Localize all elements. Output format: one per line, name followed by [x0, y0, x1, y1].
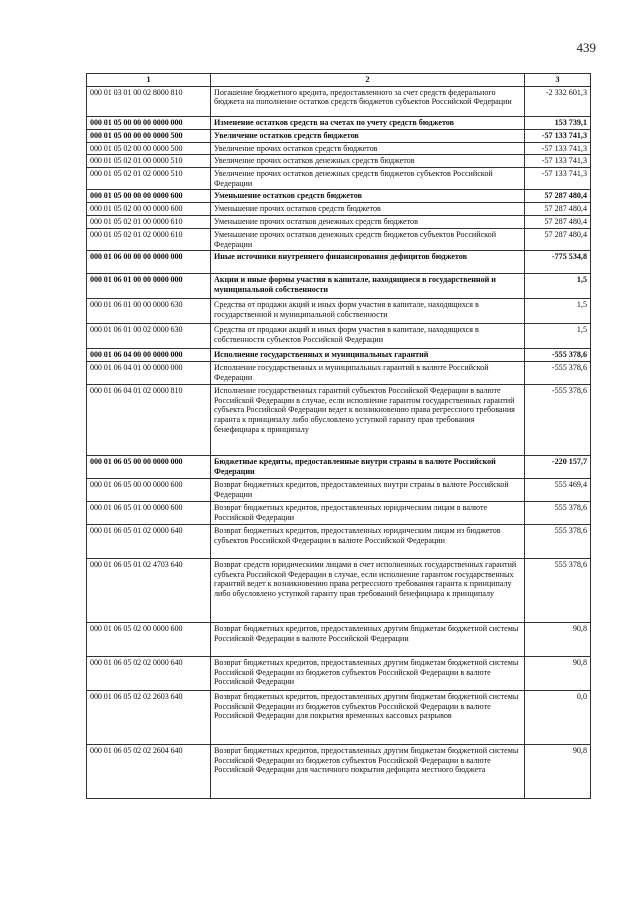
code-cell: 000 01 06 01 00 00 0000 000: [87, 274, 211, 299]
code-cell: 000 01 05 02 01 00 0000 510: [87, 155, 211, 168]
name-cell: Возврат бюджетных кредитов, предоставленных другим бюджетам бюджетной системы Российской Федерации в валюте Российской Федерации: [211, 623, 525, 657]
value-cell: 555 378,6: [525, 525, 591, 559]
table-row: [87, 349, 591, 362]
value-cell: 1,5: [525, 299, 591, 324]
code-cell: 000 01 03 01 00 02 8000 810: [87, 86, 211, 116]
table-row: [87, 745, 591, 799]
code-cell: 000 01 06 05 02 02 2603 640: [87, 691, 211, 745]
table-row: [87, 155, 591, 168]
table-row: [87, 203, 591, 216]
table-row: [87, 228, 591, 250]
value-cell: -57 133 741,3: [525, 155, 591, 168]
value-cell: 555 378,6: [525, 559, 591, 623]
code-cell: 000 01 05 02 00 00 0000 500: [87, 142, 211, 155]
name-cell: Иные источники внутреннего финансирования дефицитов бюджетов: [211, 251, 525, 274]
table-row: [87, 215, 591, 228]
code-cell: 000 01 06 04 01 00 0000 000: [87, 362, 211, 385]
name-cell: Изменение остатков средств на счетах по учету средств бюджетов: [211, 116, 525, 129]
table-row: [87, 116, 591, 129]
code-cell: 000 01 06 01 00 02 0000 630: [87, 324, 211, 349]
name-cell: Возврат бюджетных кредитов, предоставленных другим бюджетам бюджетной системы Российской Федерации из бюджетов субъектов Российской Федерации в валюте Российской Федерации для частичного покрытия дефицита местного бюджета: [211, 745, 525, 799]
value-cell: -2 332 601,3: [525, 86, 591, 116]
table-row: [87, 657, 591, 691]
value-cell: 0,0: [525, 691, 591, 745]
code-cell: 000 01 06 05 02 00 0000 600: [87, 623, 211, 657]
name-cell: Исполнение государственных и муниципальных гарантий: [211, 349, 525, 362]
name-cell: Уменьшение остатков средств бюджетов: [211, 190, 525, 203]
value-cell: 90,8: [525, 623, 591, 657]
name-cell: Средства от продажи акций и иных форм участия в капитале, находящихся в собственности субъектов Российской Федерации: [211, 324, 525, 349]
name-cell: Возврат бюджетных кредитов, предоставленных другим бюджетам бюджетной системы Российской Федерации из бюджетов субъектов Российской Федерации в валюте Российской Федерации: [211, 657, 525, 691]
value-cell: 90,8: [525, 657, 591, 691]
table-row: [87, 502, 591, 525]
value-cell: -555 378,6: [525, 349, 591, 362]
value-cell: 57 287 480,4: [525, 215, 591, 228]
code-cell: 000 01 06 01 00 00 0000 630: [87, 299, 211, 324]
name-cell: Уменьшение прочих остатков денежных средств бюджетов: [211, 215, 525, 228]
value-cell: -57 133 741,3: [525, 168, 591, 190]
name-cell: Возврат бюджетных кредитов, предоставленных юридическим лицам из бюджетов субъектов Российской Федерации в валюте Российской Федерации: [211, 525, 525, 559]
code-cell: 000 01 05 02 00 00 0000 600: [87, 203, 211, 216]
value-cell: -555 378,6: [525, 362, 591, 385]
table-row: [87, 86, 591, 116]
value-cell: 57 287 480,4: [525, 203, 591, 216]
name-cell: Возврат средств юридическими лицами в счет исполненных государственных гарантий субъекта Российской Федерации в случае, если исполнение гарантом государственных гарантий ведет к возникновению права регрессного требования гаранта к принципалу либо обусловлено уступкой гаранту прав требований бенефициара к принципалу: [211, 559, 525, 623]
value-cell: 1,5: [525, 274, 591, 299]
table-row: [87, 142, 591, 155]
table-row: [87, 129, 591, 142]
code-cell: 000 01 06 05 01 02 4703 640: [87, 559, 211, 623]
table-row: [87, 168, 591, 190]
table-row: [87, 623, 591, 657]
code-cell: 000 01 06 00 00 00 0000 000: [87, 251, 211, 274]
code-cell: 000 01 06 04 01 02 0000 810: [87, 385, 211, 456]
column-header-value: 3: [525, 74, 591, 87]
code-cell: 000 01 06 05 01 00 0000 600: [87, 502, 211, 525]
value-cell: -57 133 741,3: [525, 142, 591, 155]
name-cell: Погашение бюджетного кредита, предоставленного за счет средств федерального бюджета на пополнение остатков средств бюджетов субъектов Российской Федерации: [211, 86, 525, 116]
table-row: [87, 456, 591, 479]
value-cell: -555 378,6: [525, 385, 591, 456]
name-cell: Увеличение прочих остатков денежных средств бюджетов: [211, 155, 525, 168]
table-row: [87, 190, 591, 203]
budget-sources-table: [86, 73, 591, 799]
code-cell: 000 01 06 05 02 02 2604 640: [87, 745, 211, 799]
table-row: [87, 274, 591, 299]
name-cell: Уменьшение прочих остатков средств бюджетов: [211, 203, 525, 216]
table-row: [87, 251, 591, 274]
value-cell: 57 287 480,4: [525, 190, 591, 203]
value-cell: 1,5: [525, 324, 591, 349]
value-cell: -775 534,8: [525, 251, 591, 274]
code-cell: 000 01 05 00 00 00 0000 600: [87, 190, 211, 203]
value-cell: 90,8: [525, 745, 591, 799]
name-cell: Средства от продажи акций и иных форм участия в капитале, находящихся в государственной и муниципальной собственности: [211, 299, 525, 324]
page-number: 439: [576, 40, 596, 55]
code-cell: 000 01 06 05 00 00 0000 000: [87, 456, 211, 479]
table-row: [87, 324, 591, 349]
code-cell: 000 01 06 05 00 00 0000 600: [87, 479, 211, 502]
table-row: [87, 559, 591, 623]
value-cell: 555 469,4: [525, 479, 591, 502]
name-cell: Исполнение государственных и муниципальных гарантий в валюте Российской Федерации: [211, 362, 525, 385]
code-cell: 000 01 05 00 00 00 0000 500: [87, 129, 211, 142]
table-row: [87, 691, 591, 745]
table-header-row: [87, 74, 591, 87]
value-cell: 153 739,1: [525, 116, 591, 129]
value-cell: 57 287 480,4: [525, 228, 591, 250]
code-cell: 000 01 06 05 02 02 0000 640: [87, 657, 211, 691]
name-cell: Акции и иные формы участия в капитале, находящиеся в государственной и муниципальной собственности: [211, 274, 525, 299]
name-cell: Уменьшение прочих остатков денежных средств бюджетов субъектов Российской Федерации: [211, 228, 525, 250]
name-cell: Возврат бюджетных кредитов, предоставленных юридическим лицам в валюте Российской Федерации: [211, 502, 525, 525]
table-row: [87, 299, 591, 324]
table-row: [87, 362, 591, 385]
name-cell: Исполнение государственных гарантий субъектов Российской Федерации в валюте Российской Федерации в случае, если исполнение гарантом государственных гарантий субъекта Российской Федерации ведет к возникновению права регрессного требования гаранта к принципалу либо обусловлено уступкой гаранту прав требования бенефициара к принципалу: [211, 385, 525, 456]
name-cell: Бюджетные кредиты, предоставленные внутри страны в валюте Российской Федерации: [211, 456, 525, 479]
table-row: [87, 525, 591, 559]
code-cell: 000 01 05 02 01 00 0000 610: [87, 215, 211, 228]
value-cell: -220 157,7: [525, 456, 591, 479]
column-header-name: 2: [211, 74, 525, 87]
code-cell: 000 01 06 04 00 00 0000 000: [87, 349, 211, 362]
code-cell: 000 01 05 02 01 02 0000 510: [87, 168, 211, 190]
code-cell: 000 01 05 00 00 00 0000 000: [87, 116, 211, 129]
column-header-code: 1: [87, 74, 211, 87]
name-cell: Увеличение остатков средств бюджетов: [211, 129, 525, 142]
name-cell: Возврат бюджетных кредитов, предоставленных другим бюджетам бюджетной системы Российской Федерации из бюджетов субъектов Российской Федерации в валюте Российской Федерации для покрытия временных кассовых разрывов: [211, 691, 525, 745]
table-row: [87, 385, 591, 456]
value-cell: 555 378,6: [525, 502, 591, 525]
name-cell: Возврат бюджетных кредитов, предоставленных внутри страны в валюте Российской Федерации: [211, 479, 525, 502]
code-cell: 000 01 05 02 01 02 0000 610: [87, 228, 211, 250]
name-cell: Увеличение прочих остатков средств бюджетов: [211, 142, 525, 155]
value-cell: -57 133 741,3: [525, 129, 591, 142]
code-cell: 000 01 06 05 01 02 0000 640: [87, 525, 211, 559]
name-cell: Увеличение прочих остатков денежных средств бюджетов субъектов Российской Федерации: [211, 168, 525, 190]
table-row: [87, 479, 591, 502]
